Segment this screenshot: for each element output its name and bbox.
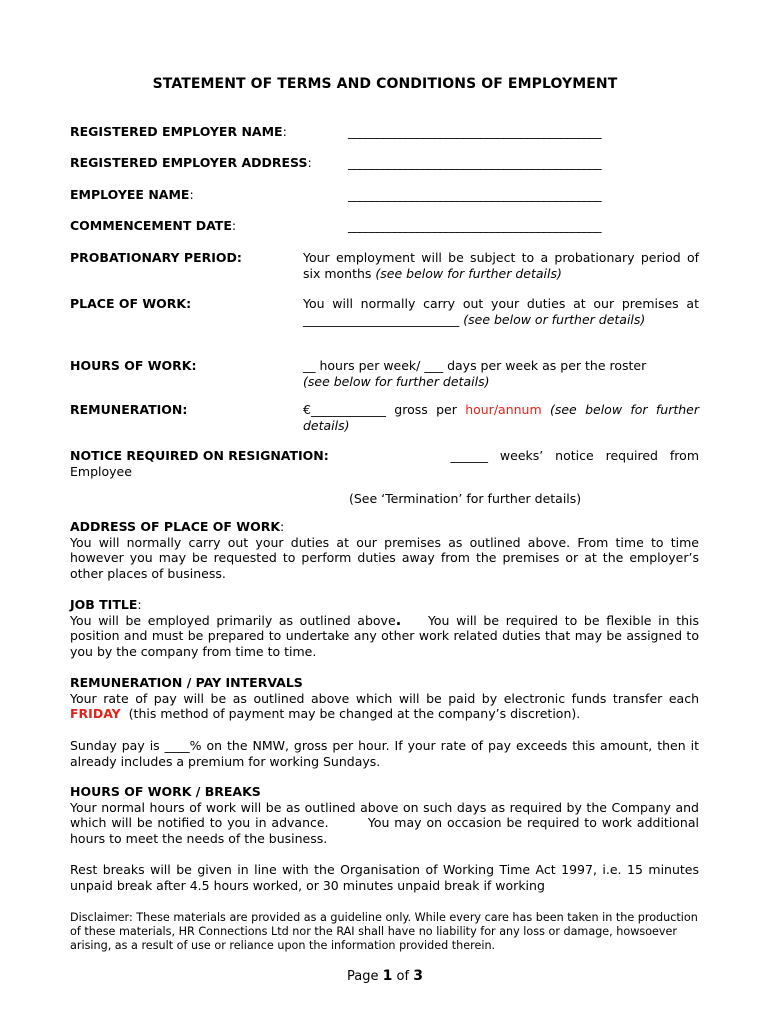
probation-body: Your employment will be subject to a probationary period of six months <box>303 250 699 281</box>
breaks-heading: HOURS OF WORK / BREAKS <box>70 784 261 799</box>
hours-note: (see below for further details) <box>303 373 490 389</box>
place-body: You will normally carry out your duties at our premises at _________________________ <box>303 296 699 327</box>
job-dot: . <box>395 610 402 629</box>
employer-name-blank[interactable]: ____________________________________________ <box>348 124 601 139</box>
rest-breaks-text: Rest breaks will be given in line with the Organisation of Working Time Act 1997, i.e. 15 minutes unpaid break after 4.5 hours worked, or 30 minutes unpaid break if working <box>70 862 699 893</box>
page-of: of <box>392 969 414 984</box>
probation-label: PROBATIONARY PERIOD: <box>70 250 242 265</box>
employer-address-colon: : <box>307 155 312 170</box>
pay-heading: REMUNERATION / PAY INTERVALS <box>70 675 303 690</box>
commencement-date-label: COMMENCEMENT DATE <box>70 218 232 233</box>
place-note: (see below or further details) <box>463 311 646 327</box>
document-title: STATEMENT OF TERMS AND CONDITIONS OF EMPLOYMENT <box>152 76 618 92</box>
pay-section <box>70 675 699 722</box>
commencement-date-row <box>70 218 236 233</box>
remuneration-unit: hour/annum <box>465 402 542 417</box>
notice-continuation: Employee <box>70 464 132 479</box>
remuneration-text <box>303 402 699 433</box>
hours-label: HOURS OF WORK: <box>70 358 197 373</box>
commencement-date-colon: : <box>231 218 237 233</box>
notice-text: ______ weeks’ notice required from <box>450 448 699 463</box>
employee-name-blank[interactable]: ____________________________________________ <box>348 187 601 202</box>
probation-text <box>303 250 699 281</box>
remuneration-note: (see below for further details) <box>303 402 700 433</box>
pay-day: FRIDAY <box>70 706 121 722</box>
employer-address-row <box>70 155 312 170</box>
employer-name-label: REGISTERED EMPLOYER NAME <box>70 124 283 139</box>
job-body-a: You will be employed primarily as outlined above <box>70 612 396 628</box>
address-heading: ADDRESS OF PLACE OF WORK <box>70 519 281 534</box>
address-body: You will normally carry out your duties at our premises as outlined above. From time to time however you may be requested to perform duties away from the premises or at the employer’s other places of business. <box>70 534 699 581</box>
job-colon: : <box>137 597 142 612</box>
place-label: PLACE OF WORK: <box>70 296 192 311</box>
sunday-pay-text: Sunday pay is ____% on the NMW, gross per hour. If your rate of pay exceeds this amount, then it already includes a premium for working Sundays. <box>70 738 699 769</box>
breaks-section <box>70 784 703 846</box>
remuneration-label: REMUNERATION: <box>70 402 188 417</box>
remuneration-body: €____________ gross per <box>303 402 466 417</box>
job-section <box>70 597 703 659</box>
breaks-body: Your normal hours of work will be as outlined above on such days as required by the Company and which will be notified to you in advance. You may on occasion be required to work additional hours to meet the needs of the business. <box>70 799 703 846</box>
employee-name-label: EMPLOYEE NAME <box>70 187 190 202</box>
notice-label: NOTICE REQUIRED ON RESIGNATION: <box>70 448 329 463</box>
page-footer <box>0 968 770 984</box>
employee-name-row <box>70 187 194 202</box>
address-colon: : <box>280 519 285 534</box>
employer-name-row <box>70 124 287 139</box>
address-section <box>70 519 699 581</box>
commencement-date-blank[interactable]: ____________________________________________ <box>348 218 601 233</box>
employee-name-colon: : <box>189 187 194 202</box>
page-prefix: Page <box>347 969 383 984</box>
pay-body-a: Your rate of pay will be as outlined above which will be paid by electronic funds transfer each <box>70 690 699 706</box>
hours-text <box>303 358 699 389</box>
page-current: 1 <box>382 968 393 984</box>
employer-address-label: REGISTERED EMPLOYER ADDRESS <box>70 155 308 170</box>
page-total: 3 <box>413 968 423 984</box>
notice-see-termination: (See ‘Termination’ for further details) <box>349 491 582 506</box>
probation-note: (see below for further details) <box>375 265 562 281</box>
job-body-b: You will be required to be flexible in this position and must be prepared to undertake any other work related duties that may be assigned to you by the company from time to time. <box>70 612 703 659</box>
hours-body: __ hours per week/ ___ days per week as per the roster <box>303 358 647 373</box>
pay-body-b: (this method of payment may be changed at the company’s discretion). <box>120 706 581 722</box>
job-heading: JOB TITLE <box>70 597 138 612</box>
employer-address-blank[interactable]: ____________________________________________ <box>348 155 601 170</box>
employer-name-colon: : <box>282 124 287 139</box>
place-text <box>303 296 699 327</box>
disclaimer: Disclaimer: These materials are provided as a guideline only. While every care has been taken in the production of these materials, HR Connections Ltd nor the RAI shall have no liability for any loss or damage, howsoever arising, as a result of use or reliance upon the information provided therein. <box>70 911 698 953</box>
